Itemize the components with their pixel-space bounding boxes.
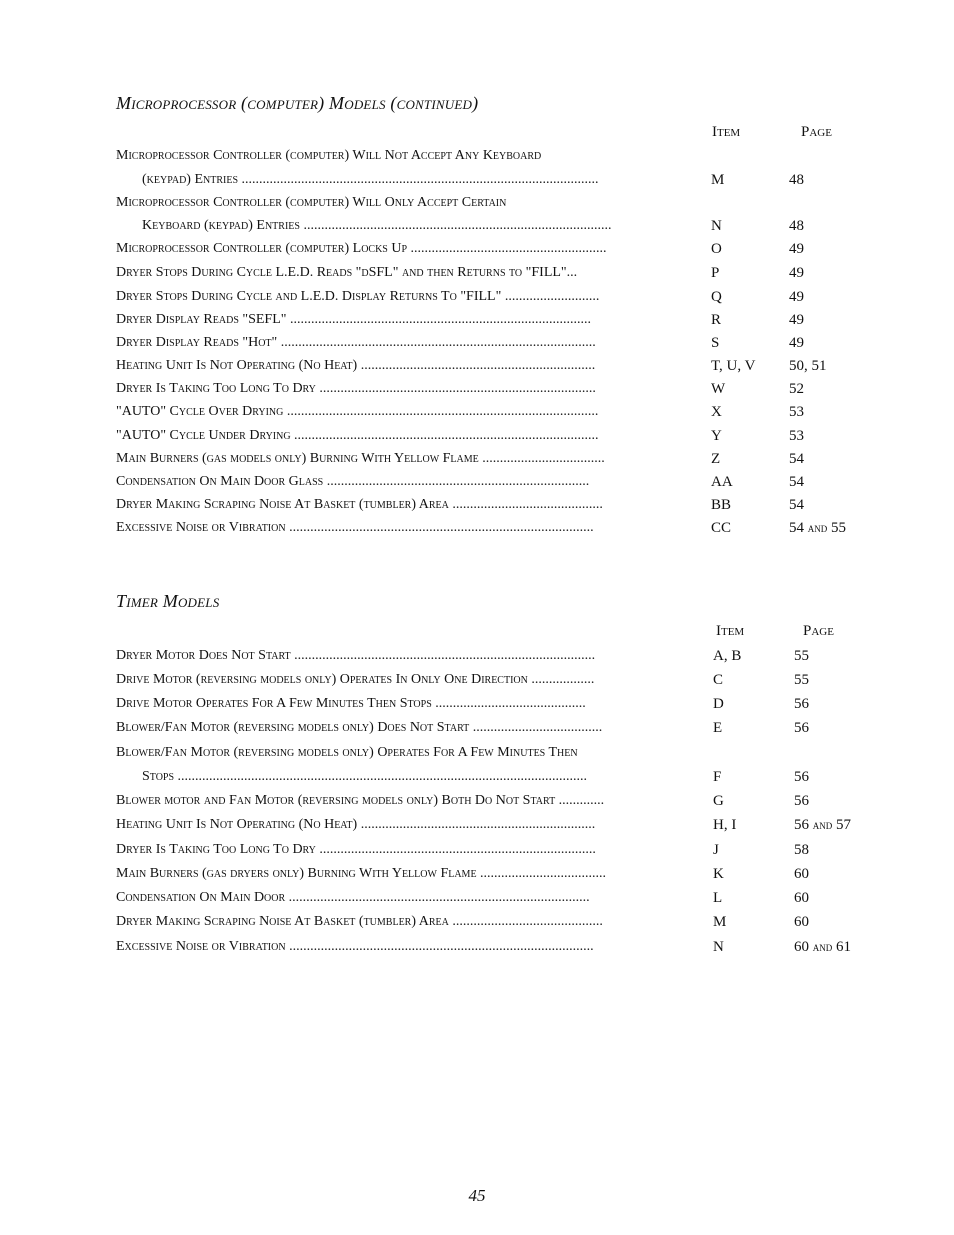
entry-description: Heating Unit Is Not Operating (No Heat) ................................................................... [116, 358, 596, 373]
section-title-microprocessor: Microprocessor (computer) Models (continued) [116, 93, 479, 113]
entry-description: Blower/Fan Motor (reversing models only) Operates For A Few Minutes Then [116, 745, 578, 760]
entry-item: F [713, 769, 722, 785]
column-header-page: Page [801, 124, 832, 140]
list-item [116, 169, 876, 191]
entry-page: 54 [789, 451, 804, 467]
entry-description: Dryer Stops During Cycle and L.E.D. Display Returns To "FILL" ........................... [116, 289, 600, 304]
list-item [116, 238, 876, 260]
entry-item: O [711, 241, 722, 257]
entry-page: 55 [794, 648, 809, 664]
entry-description: Dryer Making Scraping Noise At Basket (tumbler) Area ........................................... [116, 497, 603, 512]
entry-description: Condensation On Main Door Glass ........................................................................... [116, 474, 590, 489]
section-title-timer-models: Timer Models [116, 591, 220, 611]
entry-description: Dryer Display Reads "Hot" .......................................................................................... [116, 335, 596, 350]
entry-description: Blower/Fan Motor (reversing models only) Does Not Start ..................................... [116, 720, 603, 735]
entry-page: 52 [789, 381, 804, 397]
entry-description: Dryer Motor Does Not Start ...................................................................................... [116, 648, 596, 663]
list-item [116, 887, 876, 909]
list-item [116, 645, 876, 667]
entry-item: P [711, 265, 720, 281]
entry-page: 53 [789, 404, 804, 420]
entry-page: 60 [794, 866, 809, 882]
entry-page: 54 [789, 474, 804, 490]
list-item [116, 814, 876, 836]
list-item [116, 448, 876, 470]
list-item [116, 355, 876, 377]
entry-description: Dryer Stops During Cycle L.E.D. Reads "dSFL" and then Returns to "FILL"... [116, 265, 578, 280]
entry-page: 53 [789, 428, 804, 444]
list-item [116, 911, 876, 933]
entry-description: Heating Unit Is Not Operating (No Heat) ................................................................... [116, 817, 596, 832]
entry-page: 49 [789, 312, 804, 328]
list-item [116, 309, 876, 331]
entry-description-continued: Stops ..................................................................................................................... [142, 769, 588, 784]
entry-page: 48 [789, 218, 804, 234]
entry-page: 56 [794, 793, 809, 809]
entry-description: Dryer Is Taking Too Long To Dry ............................................................................... [116, 842, 596, 857]
entry-page: 54 [789, 497, 804, 513]
list-item [116, 471, 876, 493]
entry-item: R [711, 312, 722, 328]
entry-item: M [711, 172, 725, 188]
entry-description: Dryer Display Reads "SEFL" ...................................................................................... [116, 312, 591, 327]
entry-item: X [711, 404, 722, 420]
list-item [116, 215, 876, 237]
list-item [116, 669, 876, 691]
entry-page: 56 [794, 696, 809, 712]
column-header-page: Page [803, 623, 834, 639]
list-item [116, 936, 876, 958]
entry-item: Y [711, 428, 722, 444]
entry-page: 48 [789, 172, 804, 188]
list-item [116, 262, 876, 284]
list-item [116, 766, 876, 788]
entry-item: D [713, 696, 724, 712]
list-item [116, 192, 876, 214]
list-item [116, 517, 876, 539]
entry-description: Excessive Noise or Vibration ....................................................................................... [116, 520, 594, 535]
entry-item: N [711, 218, 722, 234]
entry-description: Condensation On Main Door ...................................................................................... [116, 890, 590, 905]
entry-item: M [713, 914, 727, 930]
entry-item: N [713, 939, 724, 955]
list-item [116, 378, 876, 400]
entry-item: G [713, 793, 724, 809]
entry-description: Blower motor and Fan Motor (reversing models only) Both Do Not Start ............. [116, 793, 605, 808]
entry-item: Z [711, 451, 721, 467]
entry-page: 54 and 55 [789, 520, 846, 536]
column-header-item: Item [712, 124, 741, 140]
list-item [116, 693, 876, 715]
entry-description: Dryer Is Taking Too Long To Dry ............................................................................... [116, 381, 596, 396]
entry-item: S [711, 335, 720, 351]
list-item [116, 717, 876, 739]
entry-item: T, U, V [711, 358, 756, 374]
entry-page: 60 [794, 890, 809, 906]
entry-item: W [711, 381, 726, 397]
entry-description: Microprocessor Controller (computer) Will Only Accept Certain [116, 195, 507, 210]
entry-description: Microprocessor Controller (computer) Locks Up ........................................................ [116, 241, 607, 256]
page-number: 45 [468, 1186, 486, 1205]
entry-page: 49 [789, 241, 804, 257]
entry-item: L [713, 890, 723, 906]
entry-item: K [713, 866, 724, 882]
list-item [116, 401, 876, 423]
entry-item: H, I [713, 817, 737, 833]
entry-page: 49 [789, 265, 804, 281]
entry-description: Microprocessor Controller (computer) Will Not Accept Any Keyboard [116, 148, 542, 163]
entry-page: 60 [794, 914, 809, 930]
list-item [116, 332, 876, 354]
entry-page: 55 [794, 672, 809, 688]
entry-description: Drive Motor (reversing models only) Operates In Only One Direction .................. [116, 672, 595, 687]
entry-description: Dryer Making Scraping Noise At Basket (tumbler) Area ........................................... [116, 914, 603, 929]
entry-page: 49 [789, 289, 804, 305]
entry-description: Excessive Noise or Vibration ....................................................................................... [116, 939, 594, 954]
column-header-item: Item [716, 623, 745, 639]
list-item [116, 790, 876, 812]
entry-page: 56 [794, 720, 809, 736]
entry-description: Main Burners (gas dryers only) Burning With Yellow Flame .................................... [116, 866, 607, 881]
entry-item: A, B [713, 648, 742, 664]
entry-item: Q [711, 289, 722, 305]
entry-item: J [713, 842, 719, 858]
entry-page: 56 and 57 [794, 817, 851, 833]
entry-description: "AUTO" Cycle Under Drying ....................................................................................... [116, 428, 599, 443]
entry-item: AA [711, 474, 733, 490]
list-item [116, 494, 876, 516]
list-item [116, 425, 876, 447]
entry-description-continued: (keypad) Entries ...................................................................................................... [142, 172, 599, 187]
list-item [116, 839, 876, 861]
list-item [116, 286, 876, 308]
entry-page: 49 [789, 335, 804, 351]
list-item [116, 863, 876, 885]
entry-item: BB [711, 497, 732, 513]
entry-description: Drive Motor Operates For A Few Minutes Then Stops ........................................... [116, 696, 586, 711]
list-item [116, 145, 876, 167]
entry-page: 56 [794, 769, 809, 785]
entry-page: 60 and 61 [794, 939, 851, 955]
entry-item: CC [711, 520, 732, 536]
entry-description: Main Burners (gas models only) Burning With Yellow Flame ................................... [116, 451, 605, 466]
entry-item: C [713, 672, 724, 688]
list-item [116, 742, 876, 764]
entry-item: E [713, 720, 723, 736]
entry-page: 50, 51 [789, 358, 827, 374]
entry-description-continued: Keyboard (keypad) Entries ........................................................................................ [142, 218, 612, 233]
entry-description: "AUTO" Cycle Over Drying ......................................................................................... [116, 404, 599, 419]
entry-page: 58 [794, 842, 809, 858]
